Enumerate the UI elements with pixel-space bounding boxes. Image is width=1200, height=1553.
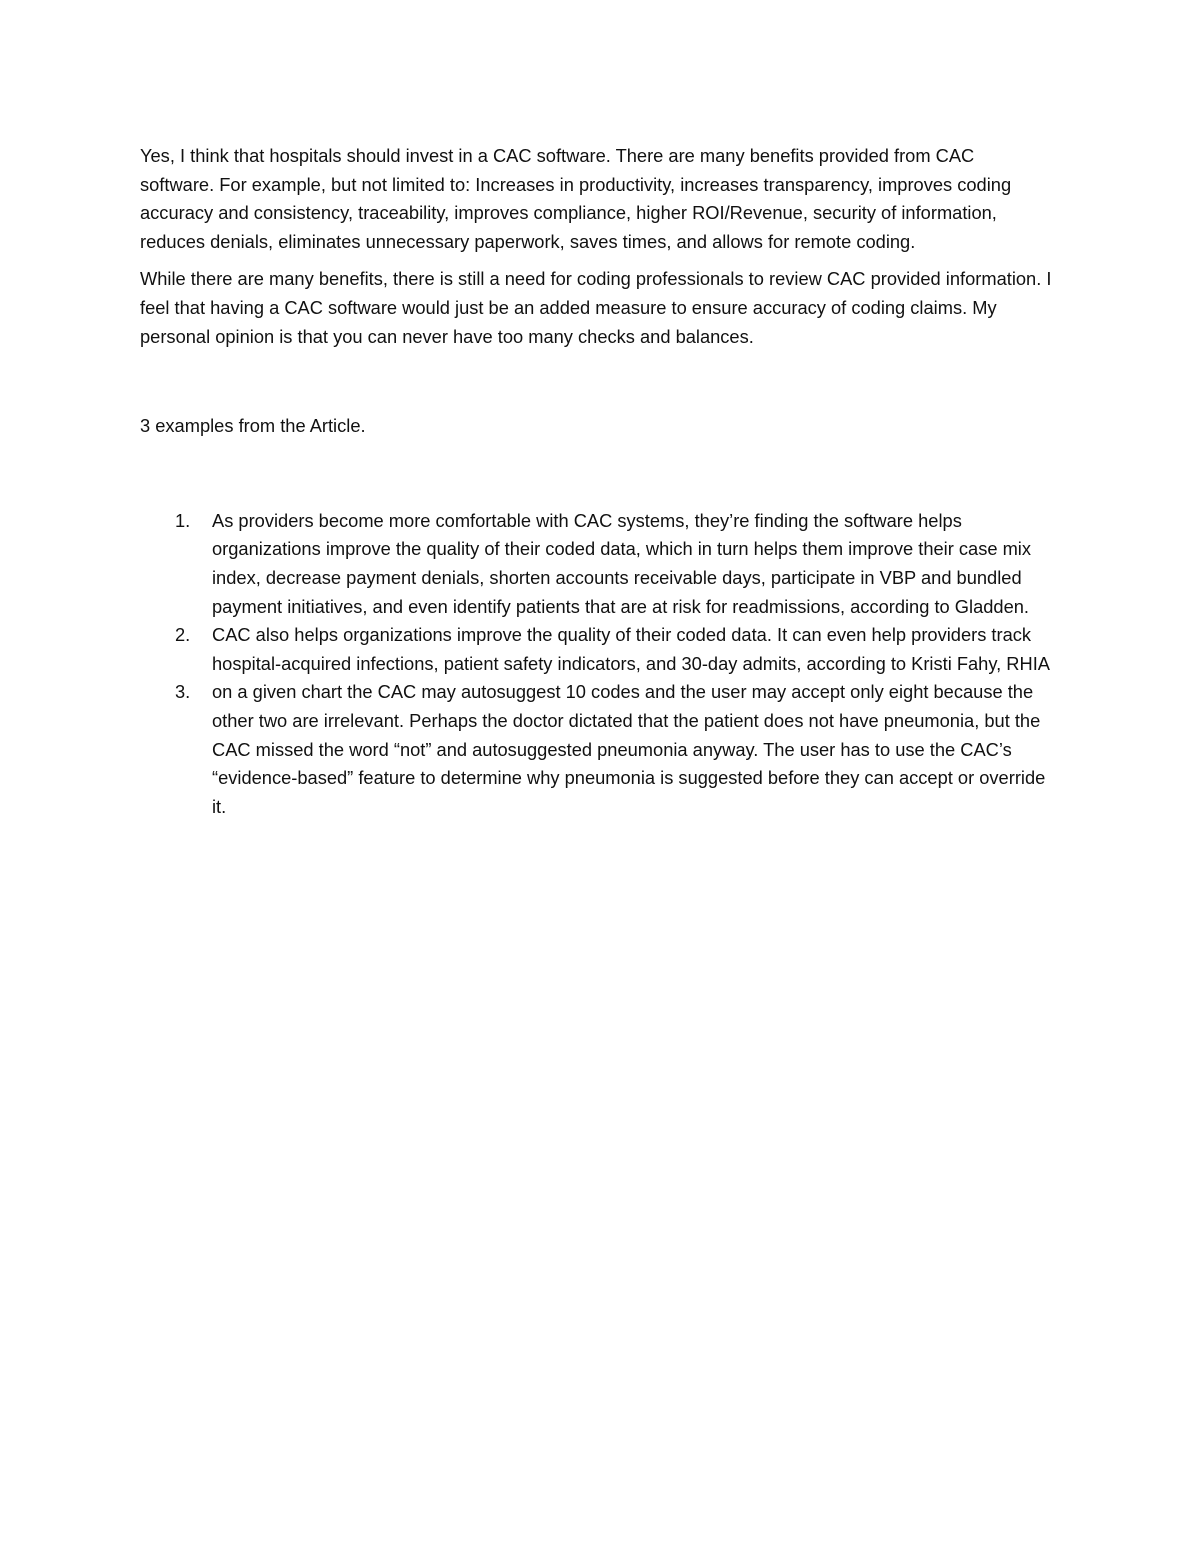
- list-item: [140, 507, 1052, 621]
- list-item-number: 2.: [175, 624, 191, 646]
- document-body: [140, 142, 1052, 821]
- paragraph-recommendation: Yes, I think that hospitals should invest in a CAC software. There are many benefits provided from CAC software. For example, but not limited to: Increases in productivity, increases transparency, improves coding accuracy and consistency, traceability, improves compliance, higher ROI/Revenue, security of information, reduces denials, eliminates unnecessary paperwork, saves times, and allows for remote coding.: [140, 145, 1012, 252]
- paragraph-opinion: While there are many benefits, there is still a need for coding professionals to review CAC provided information. I feel that having a CAC software would just be an added measure to ensure accuracy of coding claims. My personal opinion is that you can never have too many checks and balances.: [140, 268, 1052, 347]
- list-item-text: As providers become more comfortable with CAC systems, they’re finding the software helps organizations improve the quality of their coded data, which in turn helps them improve their case mix index, decrease payment denials, shorten accounts receivable days, participate in VBP and bundled payment initiatives, and even identify patients that are at risk for readmissions, according to Gladden.: [212, 509, 1032, 617]
- list-item: [140, 621, 1052, 678]
- examples-list: [140, 507, 1052, 822]
- list-item-number: 1.: [175, 509, 191, 531]
- list-item-text: on a given chart the CAC may autosuggest 10 codes and the user may accept only eight because the other two are irrelevant. Perhaps the doctor dictated that the patient does not have pneumonia, but the CAC missed the word “not” and autosuggested pneumonia anyway. The user has to use the CAC’s “evidence-based” feature to determine why pneumonia is suggested before they can accept or override it.: [212, 681, 1046, 817]
- list-item: [140, 678, 1052, 821]
- list-item-number: 3.: [175, 681, 191, 703]
- examples-heading: 3 examples from the Article.: [140, 415, 366, 437]
- list-item-text: CAC also helps organizations improve the quality of their coded data. It can even help providers track hospital-acquired infections, patient safety indicators, and 30-day admits, according to Kristi Fahy, RHIA: [212, 624, 1050, 674]
